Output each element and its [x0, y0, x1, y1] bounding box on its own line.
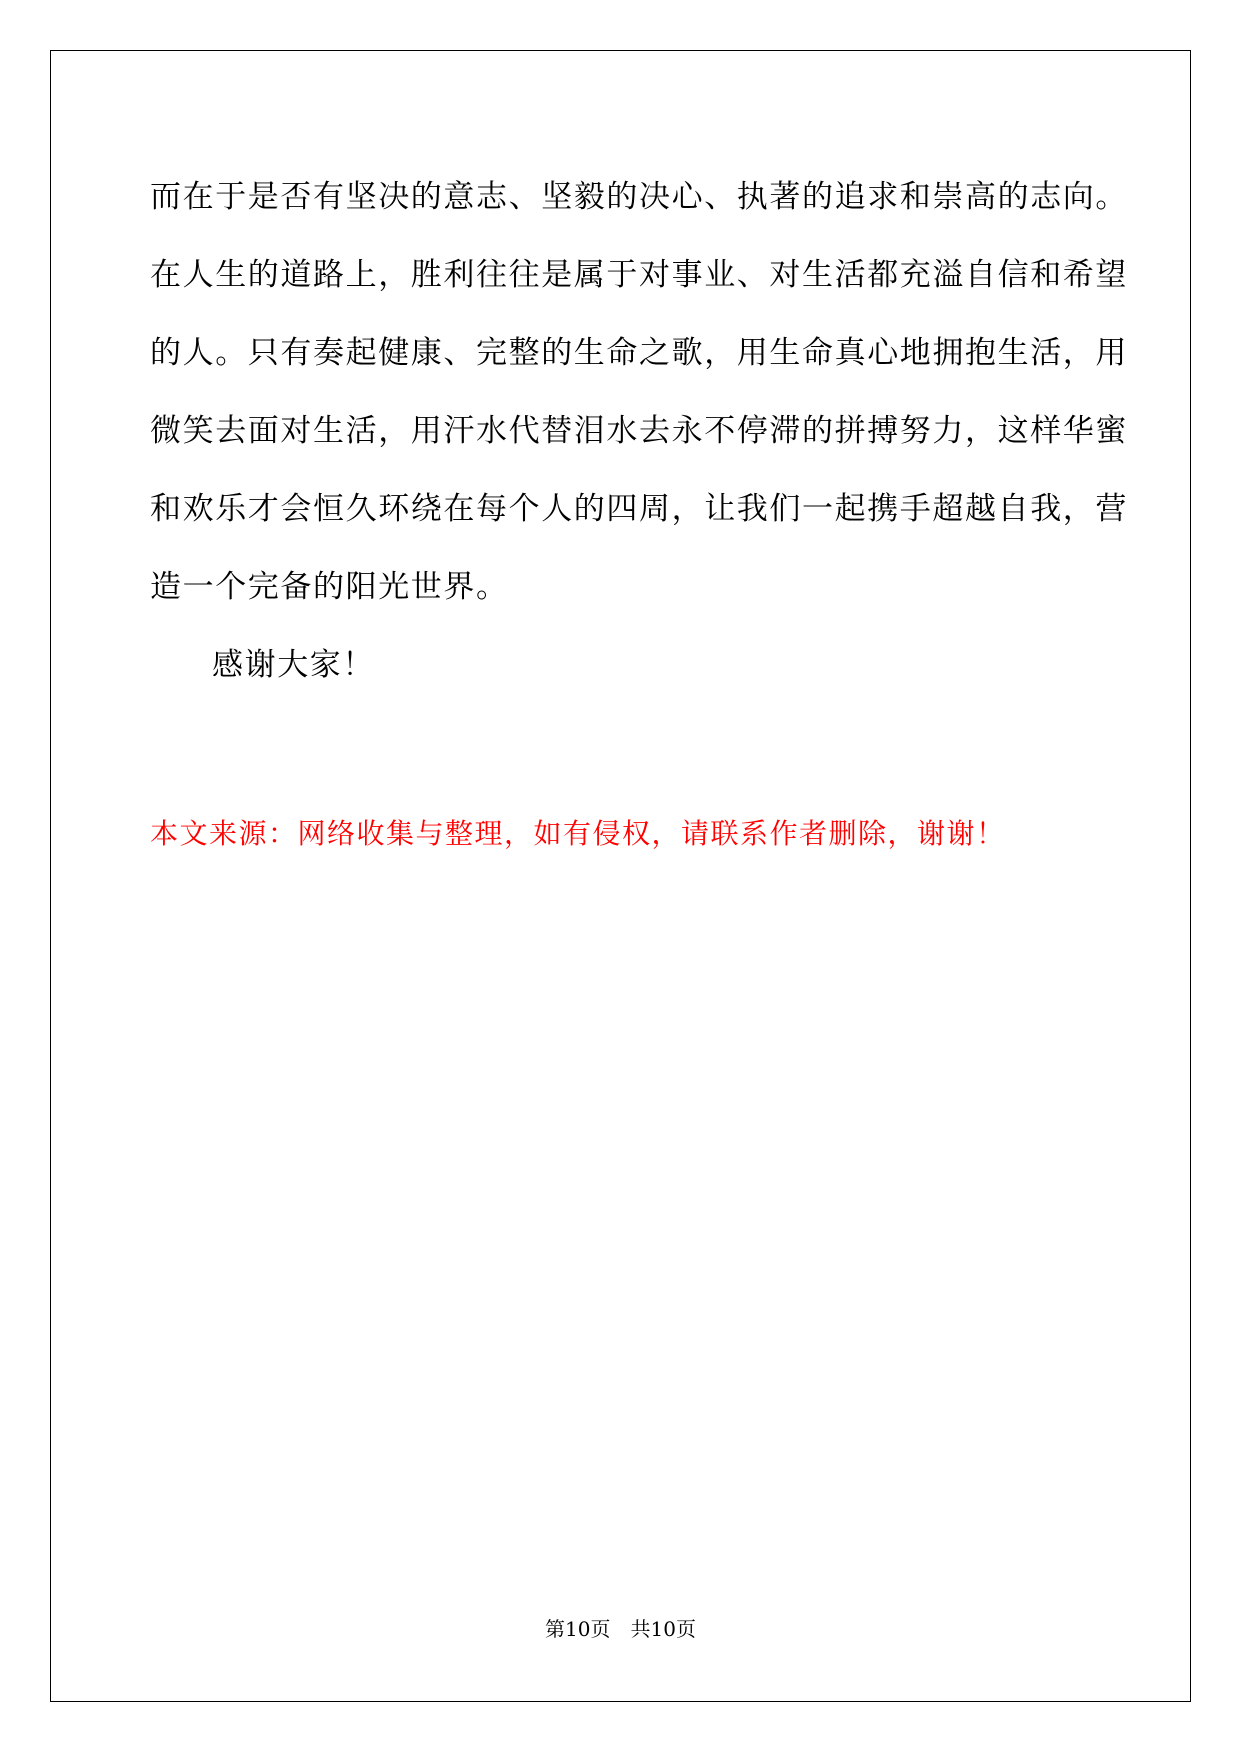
source-note: 本文来源：网络收集与整理，如有侵权，请联系作者删除，谢谢！	[150, 817, 1006, 850]
page-total: 共10页	[630, 1617, 696, 1641]
paragraph-line: 的人。只有奏起健康、完整的生命之歌，用生命真心地拥抱生活，用	[150, 335, 1128, 371]
paragraph-line: 而在于是否有坚决的意志、坚毅的决心、执著的追求和崇高的志向。	[150, 179, 1128, 215]
document-body	[150, 158, 1128, 704]
page-number: 第10页	[545, 1617, 611, 1641]
paragraph-line: 和欢乐才会恒久环绕在每个人的四周，让我们一起携手超越自我，营	[150, 491, 1128, 527]
paragraph-line: 在人生的道路上，胜利往往是属于对事业、对生活都充溢自信和希望	[150, 257, 1128, 293]
closing-line: 感谢大家！	[212, 647, 375, 683]
page-footer	[0, 1615, 1241, 1643]
paragraph-line: 微笑去面对生活，用汗水代替泪水去永不停滞的拼搏努力，这样华蜜	[150, 413, 1128, 449]
paragraph-line: 造一个完备的阳光世界。	[150, 569, 509, 605]
